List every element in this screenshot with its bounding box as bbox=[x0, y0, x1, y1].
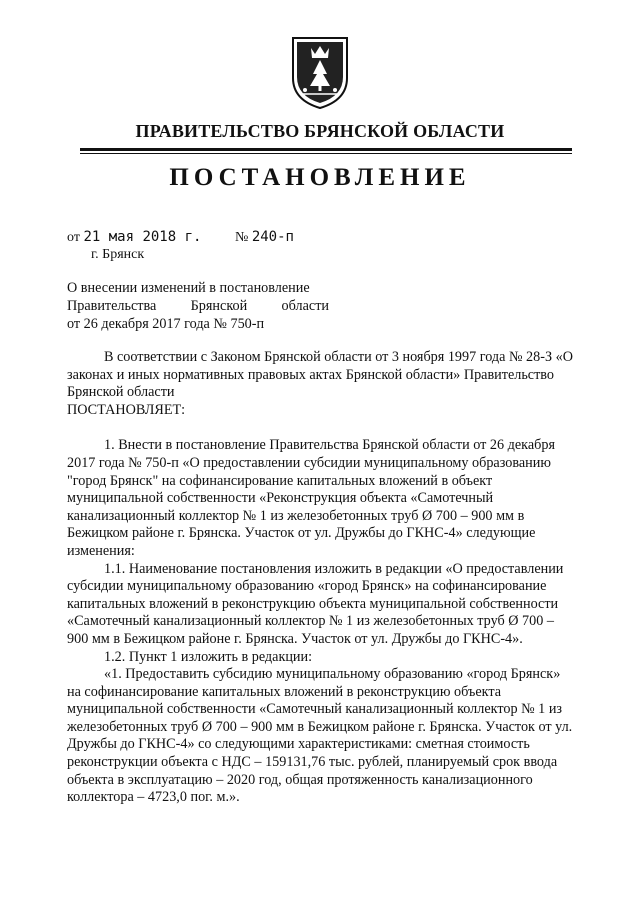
document-date: 21 мая 2018 г. bbox=[83, 229, 202, 245]
preamble-paragraph: В соответствии с Законом Брянской области от 3 ноября 1997 года № 28-З «О законах и иных нормативных правовых актах Брянской области» Правительство Брянской области bbox=[67, 349, 573, 401]
quoted-item-1-paragraph: «1. Предоставить субсидию муниципальному образованию «город Брянск» на софинансирование капитальных вложений в реконструкцию объекта муниципальной собственности «Самотечный канализационный коллектор № 1 из железобетонных труб Ø 700 – 900 мм в Бежицком районе г. Брянска. Участок от ул. Дружбы до ГКНС-4» со следующими характеристиками: сметная стоимость реконструкции объекта с НДС – 159131,76 тыс. рублей, планируемый срок ввода объекта в эксплуатацию – 2020 год, общая протяженность канализационного коллектора – 4723,0 пог. м.». bbox=[67, 666, 573, 806]
bryansk-coat-of-arms-icon bbox=[285, 34, 355, 110]
item-1-paragraph: 1. Внести в постановление Правительства Брянской области от 26 декабря 2017 года № 750-п «О предоставлении субсидии муниципальному образованию "город Брянск" на софинансирование капитальных вложений в объект муниципальной собственности «Реконструкция объекта «Самотечный канализационный коллектор № 1 из железобетонных труб Ø 700 – 900 мм в Бежицком районе г. Брянска. Участок от ул. Дружбы до ГКНС-4» следующие изменения: bbox=[67, 437, 555, 559]
item-1-1-paragraph: 1.1. Наименование постановления изложить в редакции «О предоставлении субсидии муниципальному образованию «город Брянск» на софинансирование капитальных вложений в реконструкцию объекта муниципальной собственности «Самотечный канализационный коллектор № 1 из железобетонных труб Ø 700 – 900 мм в Бежицком районе г. Брянска. Участок от ул. Дружбы до ГКНС-4». bbox=[67, 560, 564, 647]
document-city: г. Брянск bbox=[91, 247, 145, 262]
organization-title: ПРАВИТЕЛЬСТВО БРЯНСКОЙ ОБЛАСТИ bbox=[135, 121, 505, 141]
resolves-heading: ПОСТАНОВЛЯЕТ: bbox=[67, 401, 186, 418]
number-prefix: № bbox=[234, 230, 249, 245]
date-number-line bbox=[67, 229, 294, 246]
subject-line: О внесении изменений в постановление bbox=[67, 280, 310, 296]
document-body bbox=[67, 349, 573, 807]
subject-line: от 26 декабря 2017 года № 750-п bbox=[67, 316, 265, 332]
document-number: 240-п bbox=[251, 229, 294, 245]
header-divider-thick bbox=[80, 148, 572, 151]
subject-line: Правительства Брянской области bbox=[67, 298, 329, 314]
date-prefix: от bbox=[67, 230, 80, 245]
header-divider-thin bbox=[80, 153, 572, 154]
document-subject bbox=[67, 279, 329, 333]
document-type-title: ПОСТАНОВЛЕНИЕ bbox=[169, 164, 471, 191]
item-1-2-paragraph: 1.2. Пункт 1 изложить в редакции: bbox=[104, 648, 313, 665]
